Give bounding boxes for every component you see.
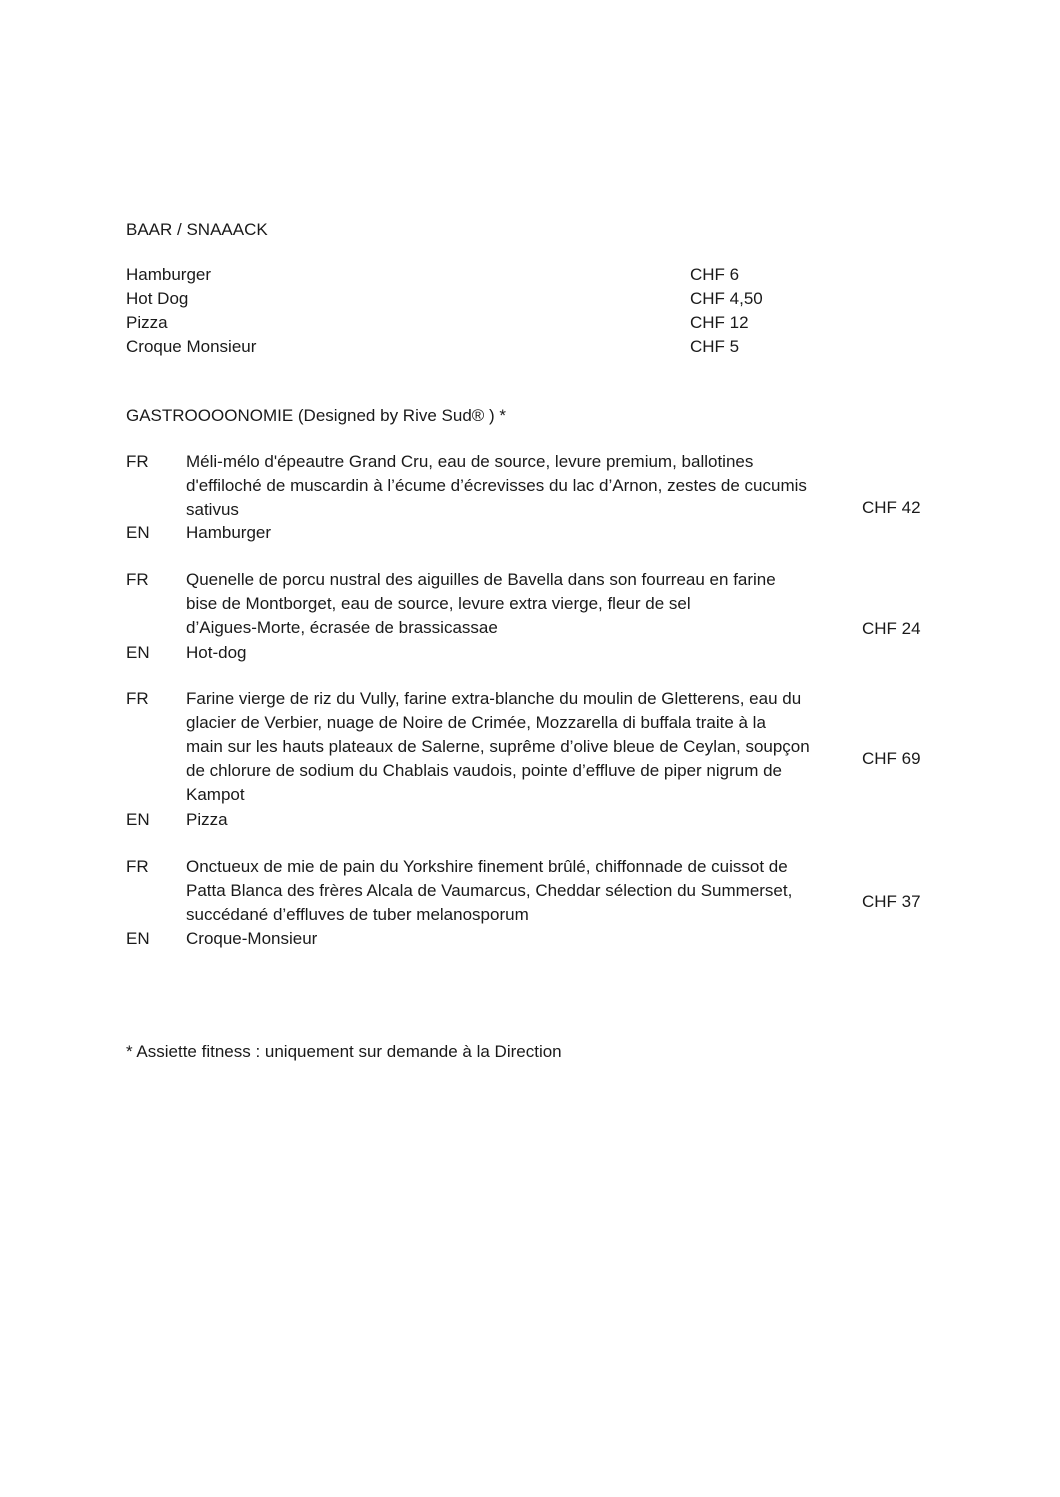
fr-description-line: Farine vierge de riz du Vully, farine extra-blanche du moulin de Gletterens, eau du	[186, 689, 802, 708]
snack-item-price: CHF 12	[690, 313, 749, 332]
snack-section-title: BAAR / SNAAACK	[126, 220, 268, 239]
fr-description	[186, 687, 846, 807]
fr-description-line: main sur les hauts plateaux de Salerne, suprême d’olive bleue de Ceylan, soupçon	[186, 737, 810, 756]
fr-description-line: Méli-mélo d'épeautre Grand Cru, eau de source, levure premium, ballotines	[186, 452, 754, 471]
en-name: Hot-dog	[186, 643, 247, 662]
snack-item-price: CHF 6	[690, 265, 740, 284]
fr-description-line: Quenelle de porcu nustral des aiguilles de Bavella dans son fourreau en farine	[186, 570, 776, 589]
snack-item-name: Croque Monsieur	[126, 337, 257, 356]
snack-item-price: CHF 5	[690, 337, 740, 356]
gastro-item-price: CHF 69	[862, 749, 921, 768]
fr-description	[186, 450, 846, 522]
fr-description-line: d’Aigues-Morte, écrasée de brassicassae	[186, 618, 498, 637]
fr-description-line: de chlorure de sodium du Chablais vaudois, pointe d’effluve de piper nigrum de	[186, 761, 783, 780]
fr-description-line: glacier de Verbier, nuage de Noire de Crimée, Mozzarella di buffala traite à la	[186, 713, 766, 732]
lang-label-en: EN	[126, 643, 150, 662]
gastro-item-price: CHF 24	[862, 619, 921, 638]
footnote: * Assiette fitness : uniquement sur demande à la Direction	[126, 1042, 562, 1061]
fr-description-line: Patta Blanca des frères Alcala de Vaumarcus, Cheddar sélection du Summerset,	[186, 881, 793, 900]
fr-description-line: Onctueux de mie de pain du Yorkshire finement brûlé, chiffonnade de cuissot de	[186, 857, 788, 876]
snack-item-name: Hot Dog	[126, 289, 189, 308]
fr-description-line: succédané d’effluves de tuber melanosporum	[186, 905, 529, 924]
fr-description-line: Kampot	[186, 785, 245, 804]
fr-description-line: bise de Montborget, eau de source, levure extra vierge, fleur de sel	[186, 594, 691, 613]
en-name: Pizza	[186, 810, 228, 829]
gastro-item-price: CHF 37	[862, 892, 921, 911]
lang-label-fr: FR	[126, 570, 149, 589]
en-name: Hamburger	[186, 523, 272, 542]
fr-description	[186, 855, 846, 927]
lang-label-fr: FR	[126, 857, 149, 876]
lang-label-en: EN	[126, 929, 150, 948]
lang-label-en: EN	[126, 810, 150, 829]
fr-description-line: d'effiloché de muscardin à l’écume d’écrevisses du lac d’Arnon, zestes de cucumis	[186, 476, 807, 495]
snack-item-name: Hamburger	[126, 265, 212, 284]
fr-description	[186, 568, 846, 640]
fr-description-line: sativus	[186, 500, 239, 519]
en-name: Croque-Monsieur	[186, 929, 318, 948]
snack-item-price: CHF 4,50	[690, 289, 763, 308]
lang-label-en: EN	[126, 523, 150, 542]
lang-label-fr: FR	[126, 452, 149, 471]
lang-label-fr: FR	[126, 689, 149, 708]
gastro-item-price: CHF 42	[862, 498, 921, 517]
snack-item-name: Pizza	[126, 313, 168, 332]
gastro-section-title: GASTROOOONOMIE (Designed by Rive Sud® ) *	[126, 406, 507, 425]
